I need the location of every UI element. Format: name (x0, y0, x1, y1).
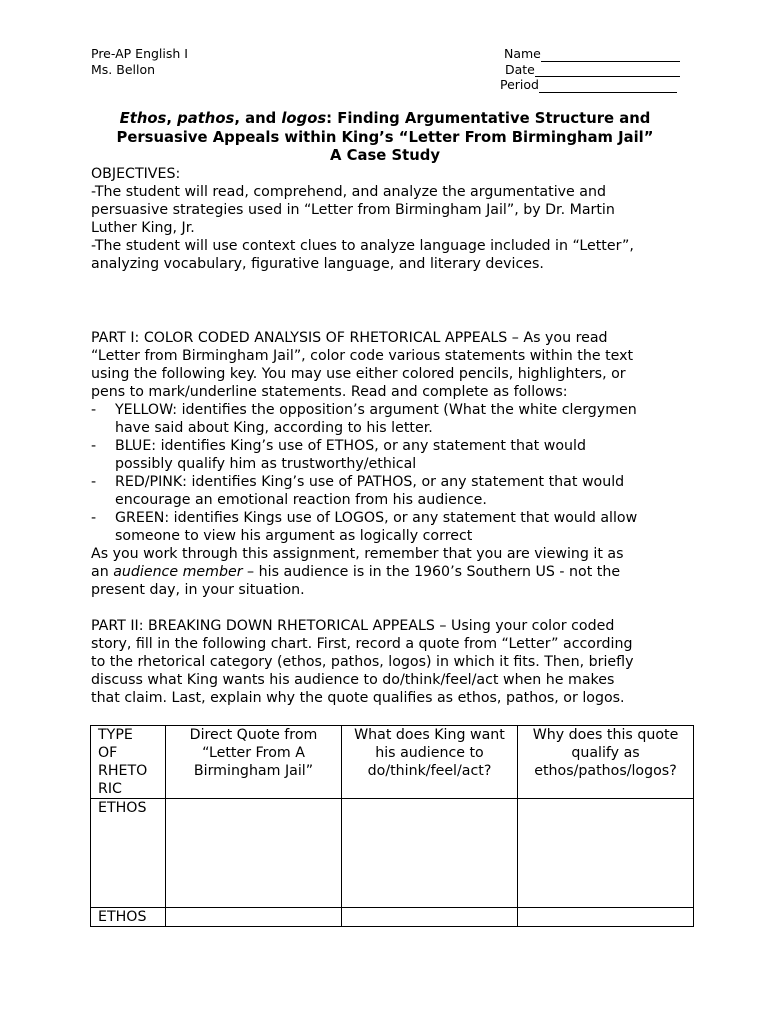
date-label: Date (505, 61, 535, 77)
table-row (91, 908, 694, 927)
qualify-cell[interactable] (518, 799, 694, 908)
header-audience-action (342, 726, 518, 799)
objectives-heading: OBJECTIVES: (91, 166, 181, 182)
period-blank[interactable] (539, 81, 677, 93)
part2-line: story, fill in the following chart. First, record a quote from “Letter” according (91, 636, 633, 652)
title-rest: : Finding Argumentative Structure and (326, 110, 651, 127)
title-logos: logos (281, 110, 327, 127)
part1-intro-line: using the following key. You may use either colored pencils, highlighters, or (91, 366, 626, 382)
header-why-qualifies (518, 726, 694, 799)
closing-emphasis: audience member (113, 564, 243, 580)
part1-intro-line: PART I: COLOR CODED ANALYSIS OF RHETORICAL APPEALS – As you read (91, 330, 608, 346)
part2-line: PART II: BREAKING DOWN RHETORICAL APPEALS – Using your color coded (91, 618, 615, 634)
color-key-red-pink (91, 473, 691, 509)
title-line-3: A Case Study (330, 147, 440, 164)
teacher-name: Ms. Bellon (91, 61, 156, 77)
part1-closing-line: As you work through this assignment, remember that you are viewing it as (91, 546, 624, 562)
color-key-green (91, 509, 691, 545)
header-text: qualify as (571, 745, 640, 761)
part1-closing-line: present day, in your situation. (91, 582, 305, 598)
part1-section (91, 329, 691, 599)
header-text: “Letter From A (202, 745, 305, 761)
part1-intro-line: pens to mark/underline statements. Read and complete as follows: (91, 384, 568, 400)
color-key-text: someone to view his argument as logically correct (115, 528, 473, 544)
chart-header-row (91, 726, 694, 799)
header-text: RIC (98, 781, 122, 797)
header-text: Direct Quote from (189, 727, 318, 743)
objective-line: analyzing vocabulary, figurative language, and literary devices. (91, 256, 544, 272)
color-key-text: possibly qualify him as trustworthy/ethical (115, 456, 417, 472)
title-pathos: pathos (177, 110, 235, 127)
color-key-text: BLUE: identifies King’s use of ETHOS, or any statement that would (115, 438, 586, 454)
title-line-2: Persuasive Appeals within King’s “Letter From Birmingham Jail” (116, 128, 654, 146)
header-text: RHETO (98, 763, 148, 779)
header-text: his audience to (375, 745, 484, 761)
objective-line: -The student will use context clues to analyze language included in “Letter”, (91, 238, 634, 254)
objectives-section (91, 165, 691, 273)
audience-cell[interactable] (342, 908, 518, 927)
part2-line: discuss what King wants his audience to do/think/feel/act when he makes (91, 672, 615, 688)
qualify-cell[interactable] (518, 908, 694, 927)
header-text: Why does this quote (532, 727, 679, 743)
part2-line: that claim. Last, explain why the quote qualifies as ethos, pathos, or logos. (91, 690, 625, 706)
period-label: Period (500, 77, 539, 92)
list-dash: - (91, 474, 97, 490)
course-name: Pre-AP English I (91, 46, 188, 61)
quote-cell[interactable] (166, 908, 342, 927)
color-key-text: GREEN: identifies Kings use of LOGOS, or any statement that would allow (115, 510, 638, 526)
name-field[interactable] (500, 46, 680, 62)
part1-intro-line: “Letter from Birmingham Jail”, color code various statements within the text (91, 348, 634, 364)
row-type-cell: ETHOS (91, 799, 166, 908)
closing-text: – his audience is in the 1960’s Southern US - not the (242, 564, 621, 580)
audience-cell[interactable] (342, 799, 518, 908)
color-key-yellow (91, 401, 691, 437)
header-text: Birmingham Jail” (193, 763, 314, 779)
row-type-cell: ETHOS (91, 908, 166, 927)
student-info-fields (500, 46, 680, 93)
objective-line: persuasive strategies used in “Letter from Birmingham Jail”, by Dr. Martin (91, 202, 615, 218)
name-label: Name (504, 46, 541, 61)
part2-section (91, 617, 691, 707)
header-text: ethos/pathos/logos? (534, 763, 677, 779)
worksheet-title (91, 110, 679, 166)
header-text: do/think/feel/act? (367, 763, 492, 779)
color-key-blue (91, 437, 691, 473)
name-blank[interactable] (541, 50, 680, 62)
color-key-text: encourage an emotional reaction from his audience. (115, 492, 487, 508)
list-dash: - (91, 438, 97, 454)
color-key-text: RED/PINK: identifies King’s use of PATHOS, or any statement that would (115, 474, 625, 490)
closing-text: an (91, 564, 114, 580)
part2-line: to the rhetorical category (ethos, pathos, logos) in which it fits. Then, briefly (91, 654, 634, 670)
worksheet-body (91, 165, 691, 707)
title-sep-1: , (166, 110, 178, 127)
period-field[interactable] (500, 77, 680, 93)
table-row (91, 799, 694, 908)
color-key-text: have said about King, according to his letter. (115, 420, 433, 436)
header-text: OF (98, 745, 118, 761)
quote-cell[interactable] (166, 799, 342, 908)
date-field[interactable] (500, 62, 680, 78)
date-blank[interactable] (535, 65, 680, 77)
color-key-text: YELLOW: identifies the opposition’s argument (What the white clergymen (115, 402, 637, 418)
header-type-of-rhetoric (91, 726, 166, 799)
header-text: What does King want (354, 727, 505, 743)
objective-line: -The student will read, comprehend, and analyze the argumentative and (91, 184, 606, 200)
list-dash: - (91, 402, 97, 418)
header-text: TYPE (98, 727, 133, 743)
header-direct-quote (166, 726, 342, 799)
title-ethos: Ethos (119, 110, 167, 127)
objective-line: Luther King, Jr. (91, 220, 195, 236)
course-info (91, 46, 188, 77)
title-sep-2: , and (234, 110, 282, 127)
list-dash: - (91, 510, 97, 526)
part1-closing-line (91, 563, 691, 581)
rhetorical-appeals-chart (90, 725, 694, 927)
title-line-1 (91, 110, 679, 129)
